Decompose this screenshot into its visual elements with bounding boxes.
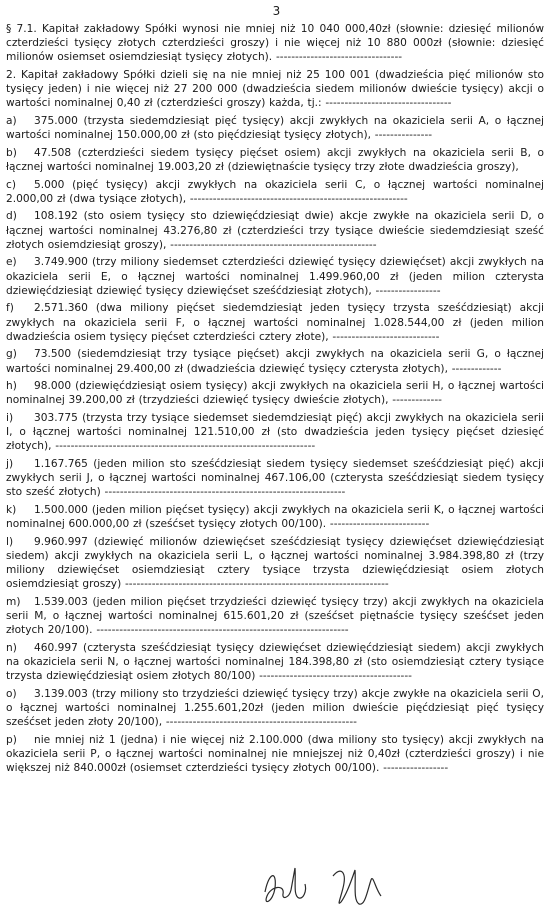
item-text: 3.749.900 (trzy miliony siedemset czterdzieści dziewięć tysięcy dziewięćset) akcji zwykłych na okaziciela serii E, o łącznej wartości nominalnej 1.499.960,00 zł (jeden milion czterysta dziewięćdziesiąt dziewięć tysięcy dziewięćset sześćdziesiąt złotych), ----------------- xyxy=(6,256,544,297)
item-label: p) xyxy=(6,733,17,746)
list-item-c xyxy=(6,178,544,206)
handwritten-signatures xyxy=(255,862,415,912)
item-text: nie mniej niż 1 (jedna) i nie więcej niż 2.100.000 (dwa miliony sto tysięcy) akcji zwykłych na okaziciela serii P, o łącznej wartości nominalnej nie mniejszej niż 0,40zł (czterdzieści groszy) i nie większej niż 840.000zł (osiemset czterdzieści tysięcy złotych 00/100). ----------------- xyxy=(6,733,544,775)
paragraph-text: § 7.1. Kapitał zakładowy Spółki wynosi nie mniej niż 10 040 000,40zł (słownie: dziesięć milionów czterdzieści tysięcy złotych czterdzieści groszy) i nie więcej niż 10 880 000zł (słownie: dziesięć milionów osiemset osiemdziesiąt tysięcy złotych). --------------------------------- xyxy=(6,23,544,64)
item-text: 9.960.997 (dziewięć milionów dziewięćset sześćdziesiąt tysięcy dziewięćset dziewięćdziesiąt siedem) akcji zwykłych na okaziciela serii L, o łącznej wartości nominalnej 3.984.398,80 zł (trzy miliony dziewięćset osiemdziesiąt cztery tysiące trzysta dziewięćdziesiąt osiem złotych osiemdziesiąt groszy) --------------------------------------------------------------------- xyxy=(6,535,544,591)
list-item-g xyxy=(6,347,544,375)
item-text: 47.508 (czterdzieści siedem tysięcy pięćset osiem) akcji zwykłych na okaziciela serii B, o łącznej wartości nominalnej 19.003,20 zł (dziewiętnaście tysięcy trzy złote dwadzieścia groszy), xyxy=(6,146,544,173)
item-text: 1.500.000 (jeden milion pięćset tysięcy) akcji zwykłych na okaziciela serii K, o łącznej wartości nominalnej 600.000,00 zł (sześćset tysięcy złotych 00/100). -------------------------- xyxy=(6,503,544,531)
list-item-d xyxy=(6,209,544,252)
list-item-l xyxy=(6,535,544,592)
signature-first xyxy=(265,868,306,902)
list-item-j xyxy=(6,457,544,500)
item-label: d) xyxy=(6,210,17,223)
document-body xyxy=(6,22,544,779)
item-label: k) xyxy=(6,503,17,516)
item-text: 73.500 (siedemdziesiąt trzy tysiące pięćset) akcji zwykłych na okaziciela serii G, o łącznej wartości nominalnej 29.400,00 zł (dwadzieścia dziewięć tysięcy czterysta złotych), ------------- xyxy=(6,348,544,375)
page-number: 3 xyxy=(272,4,281,18)
list-item-f xyxy=(6,301,544,344)
list-item-m xyxy=(6,595,544,638)
item-label: h) xyxy=(6,380,17,393)
item-text: 98.000 (dziewięćdziesiąt osiem tysięcy) akcji zwykłych na okaziciela serii H, o łącznej wartości nominalnej 39.200,00 zł (trzydzieści dziewięć tysięcy dwieście złotych), ------------- xyxy=(6,380,544,407)
item-label: f) xyxy=(6,302,14,315)
item-label: n) xyxy=(6,641,17,654)
item-text: 5.000 (pięć tysięcy) akcji zwykłych na okaziciela serii C, o łącznej wartości nominalnej 2.000,00 zł (dwa tysiące złotych), --------------------------------------------------------- xyxy=(6,178,544,205)
paragraph-2 xyxy=(6,68,544,111)
item-text: 460.997 (czterysta sześćdziesiąt tysięcy dziewięćset dziewięćdziesiąt siedem) akcji zwykłych na okaziciela serii N, o łącznej wartości nominalnej 184.398,80 zł (sto osiemdziesiąt cztery tysiące trzysta dziewięćdziesiąt osiem złotych 80/100) ---------------------------------------- xyxy=(6,641,544,683)
item-text: 2.571.360 (dwa miliony pięćset siedemdziesiąt jeden tysięcy trzysta sześćdziesiąt) akcji zwykłych na okaziciela serii F, o łącznej wartości nominalnej 1.028.544,00 zł (jeden milion dwadzieścia osiem tysięcy pięćset czterdzieści cztery złote), ---------------------------- xyxy=(6,302,544,343)
list-item-k xyxy=(6,503,544,531)
list-item-i xyxy=(6,411,544,454)
item-label: c) xyxy=(6,178,16,191)
item-label: i) xyxy=(6,411,14,424)
list-item-h xyxy=(6,379,544,407)
item-label: e) xyxy=(6,256,17,269)
item-label: o) xyxy=(6,687,17,700)
list-item-p xyxy=(6,733,544,776)
item-label: a) xyxy=(6,115,17,127)
list-item-o xyxy=(6,687,544,730)
item-text: 375.000 (trzysta siedemdziesiąt pięć tysięcy) akcji zwykłych na okaziciela serii A, o łącznej wartości nominalnej 150.000,00 zł (sto pięćdziesiąt tysięcy złotych), --------------- xyxy=(6,115,544,142)
signature-second xyxy=(333,870,381,904)
item-text: 108.192 (sto osiem tysięcy sto dziewięćdziesiąt dwie) akcje zwykłe na okaziciela serii D, o łącznej wartości nominalnej 43.276,80 zł (czterdzieści trzy tysiące dwieście siedemdziesiąt sześć złotych osiemdziesiąt groszy), ------------------------------------------------------ xyxy=(6,210,544,251)
item-text: 303.775 (trzysta trzy tysiące siedemset siedemdziesiąt pięć) akcji zwykłych na okaziciela serii I, o łącznej wartości nominalnej 121.510,00 zł (sto dwadzieścia jeden tysięcy pięćset dziesięć złotych), -------------------------------------------------------------------- xyxy=(6,411,544,453)
item-label: b) xyxy=(6,146,17,159)
paragraph-text: 2. Kapitał zakładowy Spółki dzieli się na nie mniej niż 25 100 001 (dwadzieścia pięć milionów sto tysięcy jeden) i nie więcej niż 27 200 000 (dwadzieścia siedem milionów dwieście tysięcy) akcji o wartości nominalnej 0,40 zł (czterdzieści groszy) każda, tj.: --------------------------------- xyxy=(6,69,544,110)
list-item-e xyxy=(6,255,544,298)
item-label: g) xyxy=(6,348,17,361)
item-text: 1.539.003 (jeden milion pięćset trzydzieści dziewięć tysięcy trzy) akcji zwykłych na okaziciela serii M, o łącznej wartości nominalnej 615.601,20 zł (sześćset piętnaście tysięcy sześćset jeden złotych 20/100). ------------------------------------------------------------------ xyxy=(6,595,544,637)
item-text: 1.167.765 (jeden milion sto sześćdziesiąt siedem tysięcy siedemset sześćdziesiąt pięć) akcji zwykłych serii J, o łącznej wartości nominalnej 467.106,00 (czterysta sześćdziesiąt siedem tysięcy sto sześć złotych) --------------------------------------------------------------- xyxy=(6,457,544,499)
list-item-a xyxy=(6,114,544,142)
item-label: l) xyxy=(6,535,14,548)
item-label: m) xyxy=(6,595,21,608)
list-item-b xyxy=(6,146,544,174)
item-label: j) xyxy=(6,457,14,470)
list-item-n xyxy=(6,641,544,684)
paragraph-7-1 xyxy=(6,22,544,65)
item-text: 3.139.003 (trzy miliony sto trzydzieści dziewięć tysięcy trzy) akcje zwykłe na okaziciela serii O, o łącznej wartości nominalnej 1.255.601,20zł (jeden milion dwieście pięćdziesiąt pięć tysięcy sześćset jeden złoty 20/100), -------------------------------------------------- xyxy=(6,687,544,729)
